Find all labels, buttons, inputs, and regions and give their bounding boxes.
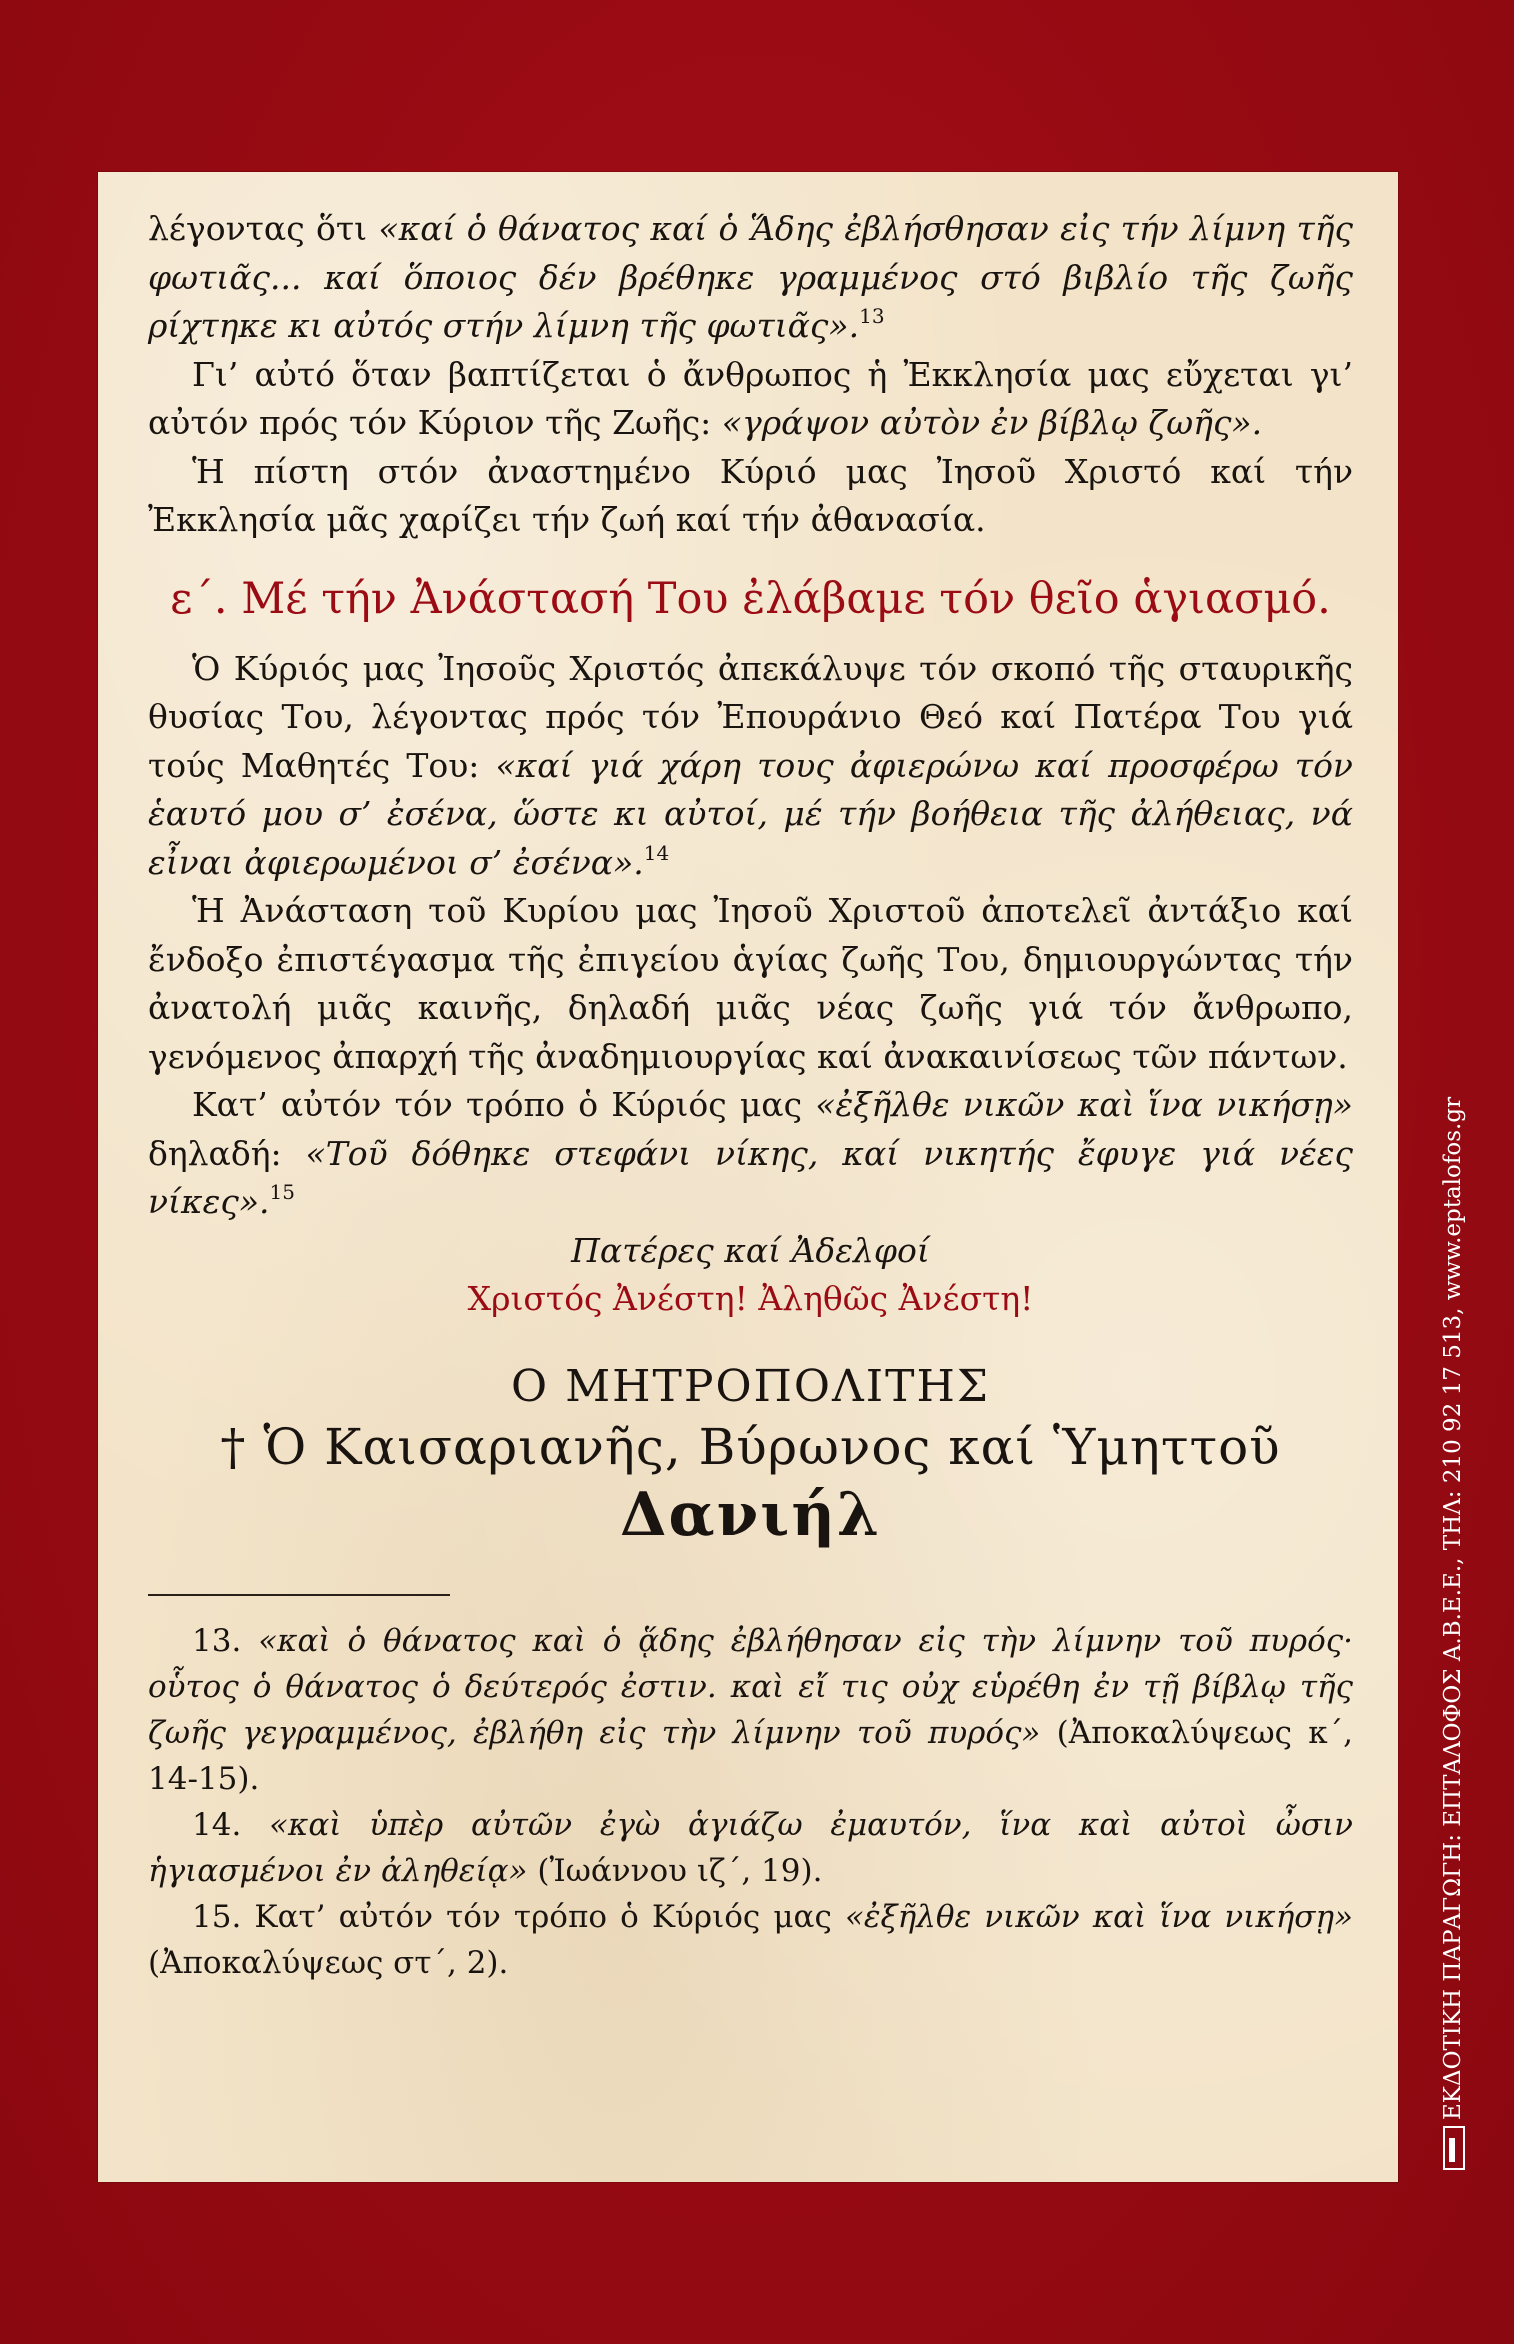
paschal-greeting: Χριστός Ἀνέστη! Ἀληθῶς Ἀνέστη! xyxy=(467,1279,1034,1318)
footnote-14: 14. «καὶ ὑπὲρ αὐτῶν ἐγὼ ἁγιάζω ἐμαυτόν, ἵνα καὶ αὐτοὶ ὦσιν ἡγιασμένοι ἐν ἀληθείᾳ» (Ἰωάννου ιζ΄, 19). xyxy=(148,1806,1354,1889)
paragraph-2: Γι’ αὐτό ὅταν βαπτίζεται ὁ ἄνθρωπος ἡ Ἐκκλησία μας εὔχεται γι’ αὐτόν πρός τόν Κύριον τῆς Ζωῆς: «γράψον αὐτὸν ἐν βίβλῳ ζωῆς». xyxy=(148,354,1353,442)
section-heading: ε΄. Μέ τήν Ἀνάστασή Του ἐλάβαμε τόν θεῖο ἁγιασμό. xyxy=(170,573,1331,624)
section-paragraph-3: Κατ’ αὐτόν τόν τρόπο ὁ Κύριός μας «ἐξῆλθε νικῶν καὶ ἵνα νικήσῃ» δηλαδή: «Τοῦ δόθηκε στεφάνι νίκης, καί νικητής ἔφυγε γιά νέες νίκες».$^{15}$ xyxy=(148,1085,1353,1221)
greeting: Πατέρες καί Ἀδελφοί xyxy=(571,1230,930,1270)
letter-body xyxy=(148,205,1353,1986)
publisher-credit xyxy=(1440,1097,1466,2170)
signature-see: † Ὁ Καισαριανῆς, Βύρωνος καί Ὑμηττοῦ xyxy=(220,1417,1281,1476)
footnote-ref-14: 14 xyxy=(643,840,670,865)
publisher-credit-text: ΕΚΔΟΤΙΚΗ ΠΑΡΑΓΩΓΗ: ΕΠΤΑΛΟΦΟΣ Α.Β.Ε.Ε., ΤΗΛ: 210 92 17 513, www.eptalofos.gr xyxy=(1440,1096,1466,2120)
signature-title: Ο ΜΗΤΡΟΠΟΛΙΤΗΣ xyxy=(511,1360,990,1412)
section-paragraph-1: Ὁ Κύριός μας Ἰησοῦς Χριστός ἀπεκάλυψε τόν σκοπό τῆς σταυρικῆς θυσίας Του, λέγοντας πρός τόν Ἐπουράνιο Θεό καί Πατέρα Του γιά τούς Μαθητές Του: «καί γιά χάρη τους ἀφιερώνω καί προσφέρω τόν ἑαυτό μου σ’ ἐσένα, ὥστε κι αὐτοί, μέ τήν βοήθεια τῆς ἀλήθειας, νά εἶναι ἀφιερωμένοι σ’ ἐσένα».$^{14}$ xyxy=(148,648,1353,882)
footnote-13: 13. «καὶ ὁ θάνατος καὶ ὁ ᾅδης ἐβλήθησαν εἰς τὴν λίμνην τοῦ πυρός· οὗτος ὁ θάνατος ὁ δεύτερός ἐστιν. καὶ εἴ τις οὐχ εὑρέθη ἐν τῇ βίβλῳ τῆς ζωῆς γεγραμμένος, ἐβλήθη εἰς τὴν λίμνην τοῦ πυρός» (Ἀποκαλύψεως κ΄, 14-15). xyxy=(148,1622,1353,1797)
section-paragraph-2: Ἡ Ἀνάσταση τοῦ Κυρίου μας Ἰησοῦ Χριστοῦ ἀποτελεῖ ἀντάξιο καί ἔνδοξο ἐπιστέγασμα τῆς ἐπιγείου ἁγίας ζωῆς Του, δημιουργώντας τήν ἀνατολή μιᾶς καινῆς, δηλαδή μιᾶς νέας ζωῆς γιά τόν ἄνθρωπο, γενόμενος ἀπαρχή τῆς ἀναδημιουργίας καί ἀνακαινίσεως τῶν πάντων. xyxy=(148,891,1353,1076)
footnotes xyxy=(148,1618,1353,1986)
paragraph-3: Ἡ πίστη στόν ἀναστημένο Κύριό μας Ἰησοῦ Χριστό καί τήν Ἐκκλησία μᾶς χαρίζει τήν ζωή καί τήν ἀθανασία. xyxy=(148,451,1353,539)
footnote-ref-13: 13 xyxy=(859,304,885,328)
signature-name: Δανιήλ xyxy=(619,1479,882,1550)
footnote-15: 15. Κατ’ αὐτόν τόν τρόπο ὁ Κύριός μας «ἐξῆλθε νικῶν καὶ ἵνα νικήσῃ» (Ἀποκαλύψεως στ΄, 2). xyxy=(148,1898,1353,1981)
footnote-ref-15: 15 xyxy=(269,1180,295,1204)
footnote-divider xyxy=(148,1594,450,1596)
paragraph-1: λέγοντας ὅτι «καί ὁ θάνατος καί ὁ Ἅδης ἐβλήσθησαν εἰς τήν λίμνη τῆς φωτιᾶς... καί ὅποιος δέν βρέθηκε γραμμένος στό βιβλίο τῆς ζωῆς ρίχτηκε κι αὐτός στήν λίμνη τῆς φωτιᾶς».$^{13}$ xyxy=(148,209,1353,345)
publisher-logo-icon xyxy=(1443,2126,1465,2170)
